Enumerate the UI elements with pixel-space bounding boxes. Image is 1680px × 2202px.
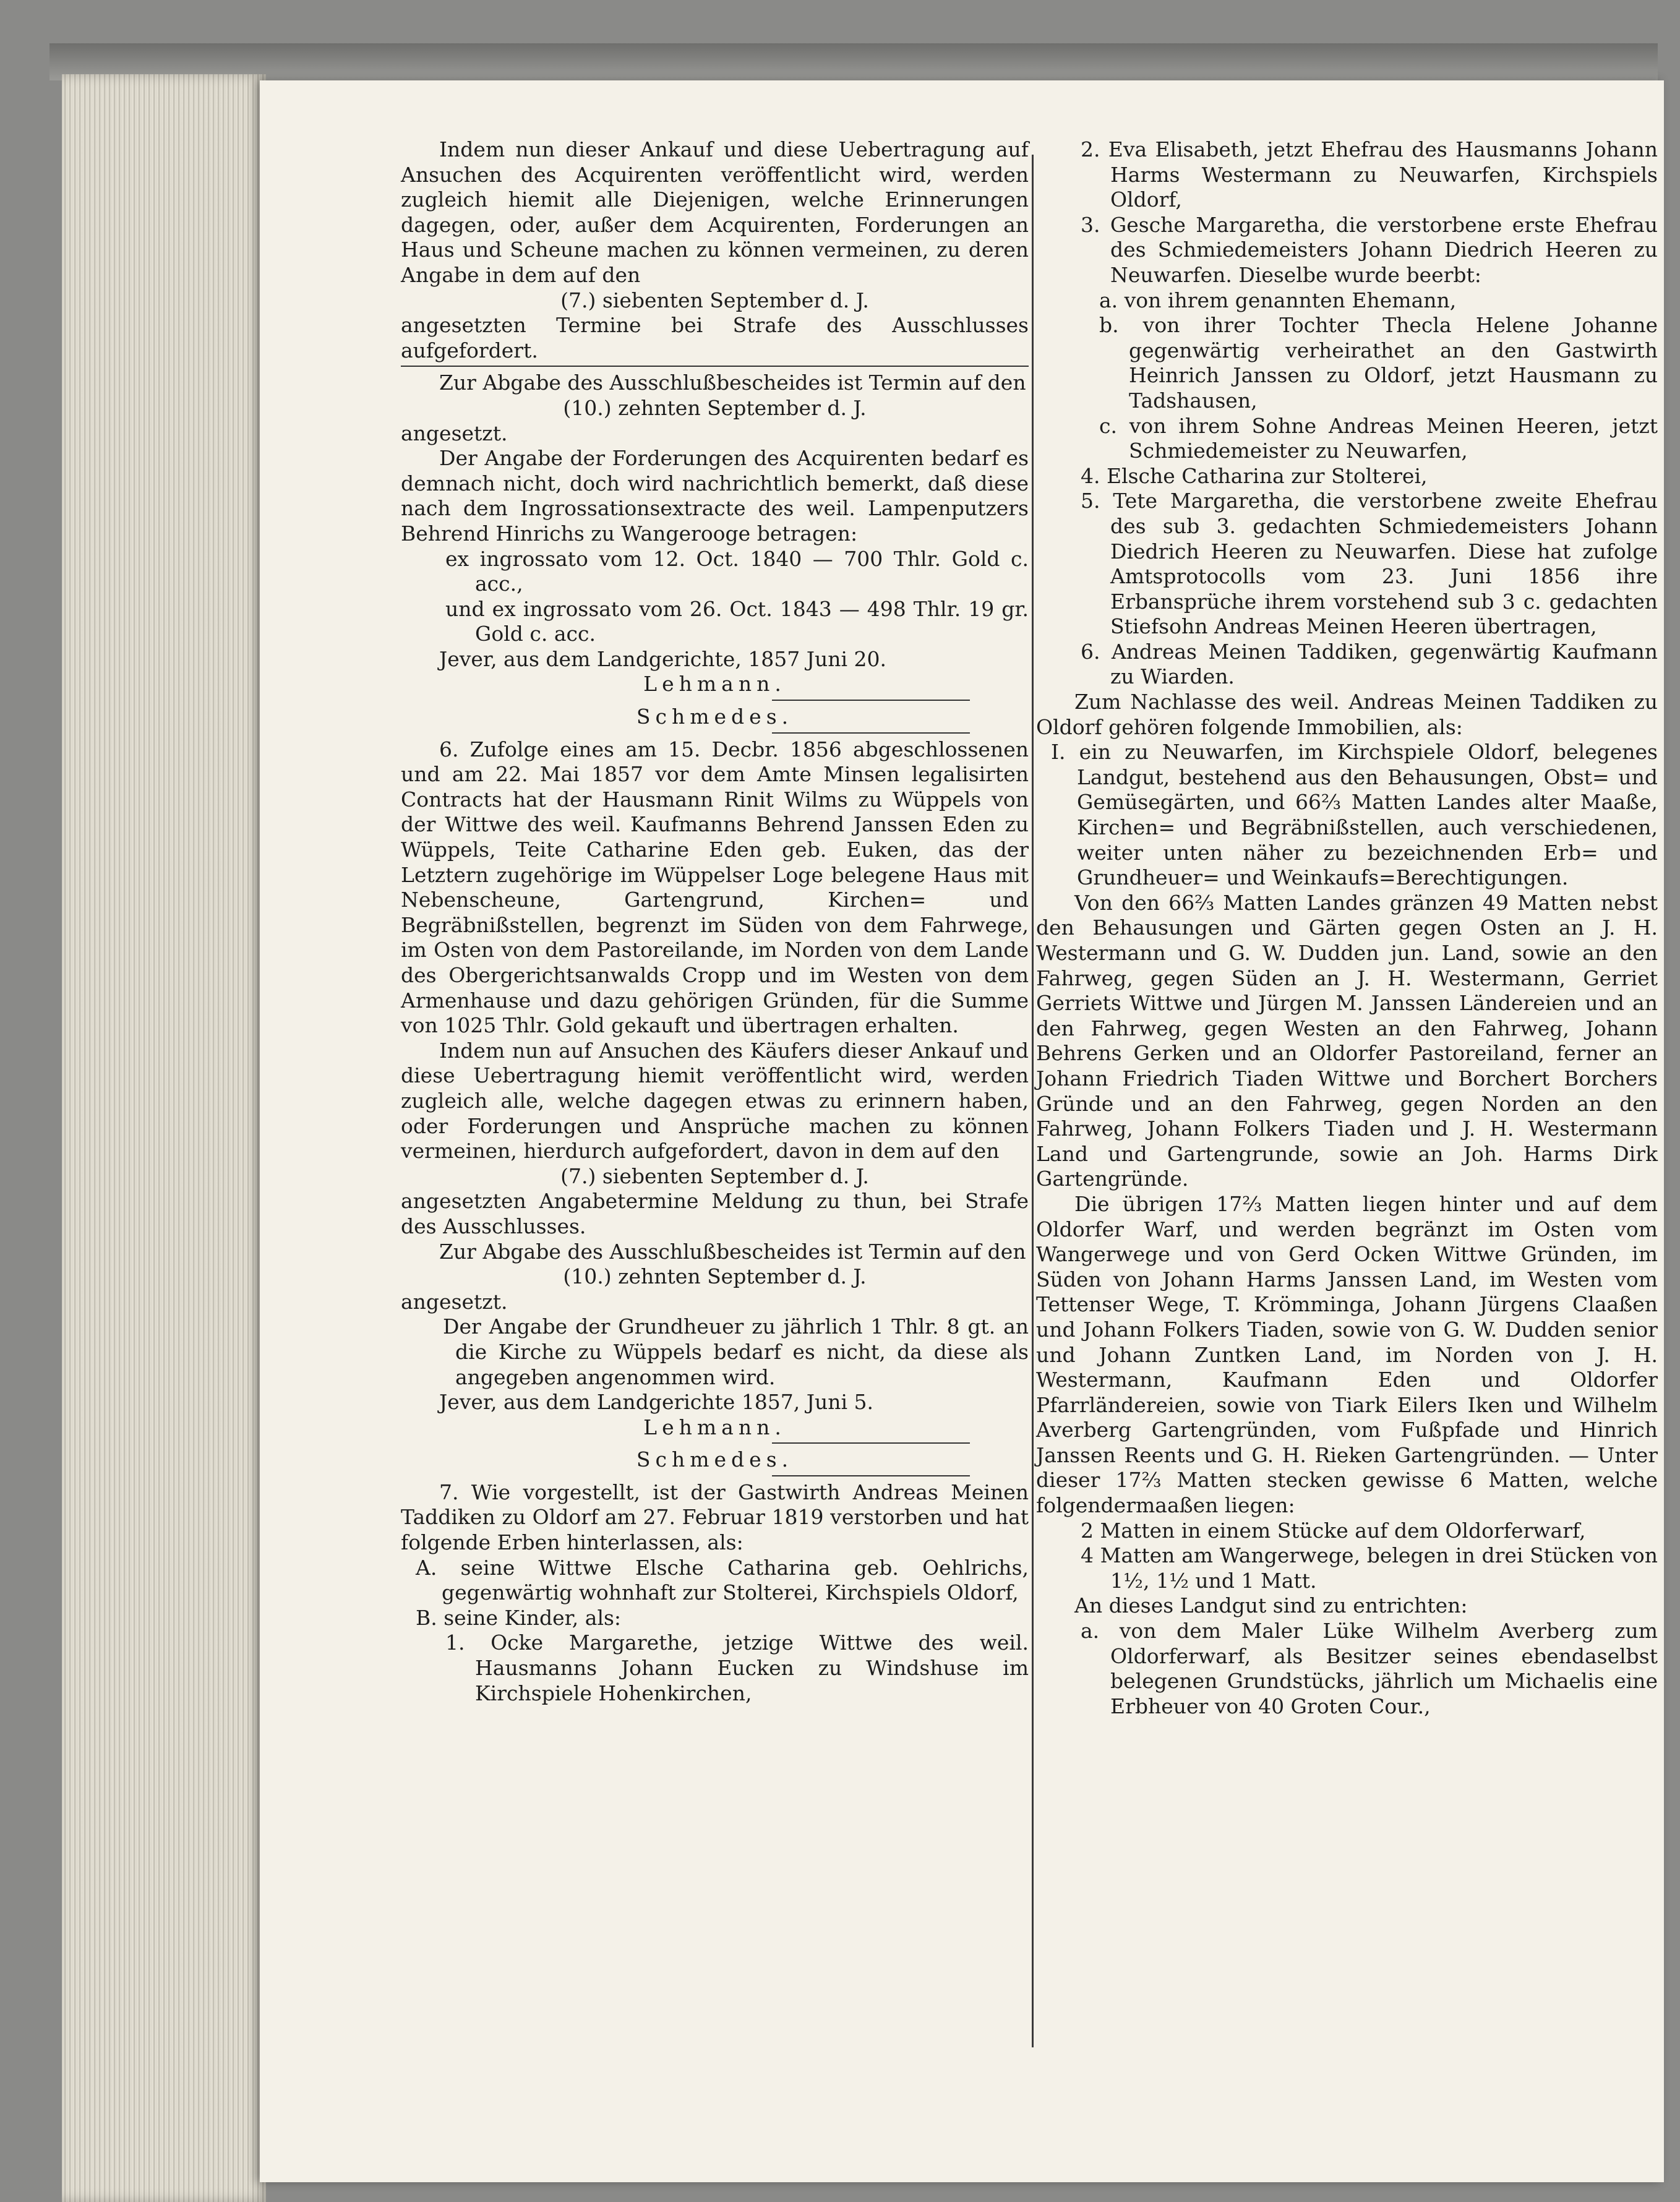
paragraph: angesetzten Termine bei Strafe des Ausschlusses aufgefordert. — [401, 313, 1029, 362]
paragraph: a. von dem Maler Lüke Wilhelm Averberg zum Oldorferwarf, als Besitzer seines ebendaselbst belegenen Grundstücks, jährlich um Michaelis eine Erbheuer von 40 Groten Cour., — [1081, 1619, 1658, 1718]
divider-rule — [772, 1442, 970, 1444]
paragraph: b. von ihrer Tochter Thecla Helene Johanne gegenwärtig verheirathet an den Gastwirth Heinrich Janssen zu Oldorf, jetzt Hausmann zu Tadshausen, — [1099, 313, 1658, 413]
paragraph: 4. Elsche Catharina zur Stolterei, — [1081, 463, 1428, 488]
paragraph: Schmedes. — [636, 1447, 794, 1472]
scanned-page — [260, 80, 1664, 2182]
paragraph: 2. Eva Elisabeth, jetzt Ehefrau des Hausmanns Johann Harms Westermann zu Neuwarfen, Kirchspiels Oldorf, — [1081, 137, 1658, 212]
paragraph: Von den 66⅔ Matten Landes gränzen 49 Matten nebst den Behausungen und Gärten gegen Osten an J. H. Westermann und G. W. Dudden jun. Land, sowie an den Fahrweg, gegen Süden an J. H. Westermann, Gerriet Gerriets Wittwe und Jürgen M. Janssen Ländereien und an den Fahrweg, gegen Westen an den Fahrweg, Johann Behrens Gerken und an Oldorfer Pastoreiland, ferner an Johann Friedrich Tiaden Wittwe und Borchert Borchers Gründe und an den Fahrweg, gegen Norden an den Fahrweg, Johann Folkers Tiaden und J. H. Westermann Land und Gartengrunde, sowie an Joh. Harms Dirk Gartengründe. — [1036, 890, 1658, 1191]
book-top-edge — [49, 43, 1658, 80]
book-page-edges — [62, 74, 266, 2202]
paragraph: Zur Abgabe des Ausschlußbescheides ist Termin auf den — [439, 1239, 1026, 1264]
paragraph: Jever, aus dem Landgerichte 1857, Juni 5. — [439, 1390, 874, 1415]
paragraph: 6. Zufolge eines am 15. Decbr. 1856 abgeschlossenen und am 22. Mai 1857 vor dem Amte Minsen legalisirten Contracts hat der Hausmann Rinit Wilms zu Wüppels von der Wittwe des weil. Kaufmanns Behrend Janssen Eden zu Wüppels, Teite Catharine Eden geb. Euken, das der Letztern zugehörige im Wüppelser Loge belegene Haus mit Nebenscheune, Gartengrund, Kirchen= und Begräbnißstellen, begrenzt im Süden von dem Fahrwege, im Osten von dem Pastoreilande, im Norden von dem Lande des Obergerichtsanwalds Cropp und im Westen von dem Armenhause und dazu gehörigen Gründen, für die Summe von 1025 Thlr. Gold gekauft und übertragen erhalten. — [401, 737, 1029, 1038]
paragraph: Zur Abgabe des Ausschlußbescheides ist Termin auf den — [439, 371, 1026, 395]
paragraph: a. von ihrem genannten Ehemann, — [1099, 288, 1457, 312]
paragraph: c. von ihrem Sohne Andreas Meinen Heeren, jetzt Schmiedemeister zu Neuwarfen, — [1099, 413, 1658, 463]
paragraph: 2 Matten in einem Stücke auf dem Oldorferwarf, — [1081, 1518, 1586, 1543]
paragraph: Lehmann. — [643, 672, 786, 696]
paragraph: Schmedes. — [636, 705, 794, 729]
paragraph: 3. Gesche Margaretha, die verstorbene erste Ehefrau des Schmiedemeisters Johann Diedrich Heeren zu Neuwarfen. Dieselbe wurde beerbt: — [1081, 212, 1658, 287]
paragraph: 1. Ocke Margarethe, jetzige Wittwe des weil. Hausmanns Johann Eucken zu Windshuse im Kirchspiele Hohenkirchen, — [445, 1630, 1029, 1705]
paragraph: (7.) siebenten September d. J. — [560, 1163, 869, 1188]
paragraph: Die übrigen 17⅔ Matten liegen hinter und auf dem Oldorfer Warf, und werden begränzt im Osten vom Wangerwege und von Gerd Ocken Wittwe Gründen, im Süden von Johann Harms Janssen Land, im Westen vom Tettenser Wege, T. Krömminga, Johann Jürgens Claaßen und Johann Folkers Tiaden, sowie von G. W. Dudden senior und Johann Zuntken Land, im Norden von J. H. Westermann, Kaufmann Eden und Oldorfer Pfarrländereien, sowie von Tiark Eilers Iken und Wilhelm Averberg Gartengründen, vom Fußpfade und Hinrich Janssen Reents und G. H. Rieken Gartengründen. — Unter dieser 17⅔ Matten stecken gewisse 6 Matten, welche folgendermaaßen liegen: — [1036, 1191, 1658, 1518]
paragraph: Der Angabe der Forderungen des Acquirenten bedarf es demnach nicht, doch wird nachrichtlich bemerkt, daß diese nach dem Ingrossationsextracte des weil. Lampenputzers Behrend Hinrichs zu Wangerooge betragen: — [401, 446, 1029, 546]
paragraph: Jever, aus dem Landgerichte, 1857 Juni 20. — [439, 646, 887, 671]
paragraph: (10.) zehnten September d. J. — [563, 395, 867, 420]
paragraph: 6. Andreas Meinen Taddiken, gegenwärtig Kaufmann zu Wiarden. — [1081, 639, 1658, 689]
paragraph: Indem nun auf Ansuchen des Käufers dieser Ankauf und diese Uebertragung hiemit veröffentlicht wird, werden zugleich alle, welche dagegen etwas zu erinnern haben, oder Forderungen und Ansprüche machen zu können vermeinen, hierdurch aufgefordert, davon in dem auf den — [401, 1038, 1029, 1163]
paragraph: 7. Wie vorgestellt, ist der Gastwirth Andreas Meinen Taddiken zu Oldorf am 27. Februar 1819 verstorben und hat folgende Erben hinterlassen, als: — [401, 1480, 1029, 1555]
paragraph: Lehmann. — [643, 1415, 786, 1439]
column-divider — [1032, 155, 1034, 2047]
paragraph: An dieses Landgut sind zu entrichten: — [1074, 1593, 1468, 1618]
paragraph: 5. Tete Margaretha, die verstorbene zweite Ehefrau des sub 3. gedachten Schmiedemeisters Johann Diedrich Heeren zu Neuwarfen. Diese hat zufolge Amtsprotocolls vom 23. Juni 1856 ihre Erbansprüche ihrem vorstehend sub 3 c. gedachten Stiefsohn Andreas Meinen Heeren übertragen, — [1081, 489, 1658, 639]
divider-rule — [772, 732, 970, 734]
paragraph: angesetzt. — [401, 421, 508, 445]
paragraph: Indem nun dieser Ankauf und diese Uebertragung auf Ansuchen des Acquirenten veröffentlicht wird, werden zugleich hiemit alle Diejenigen, welche Erinnerungen dagegen, oder, außer dem Acquirenten, Forderungen an Haus und Scheune machen zu können vermeinen, zu deren Angabe in dem auf den — [401, 137, 1029, 287]
divider-rule — [772, 700, 970, 701]
divider-rule — [772, 1475, 970, 1476]
paragraph: (10.) zehnten September d. J. — [563, 1264, 867, 1289]
left-column — [401, 137, 1029, 1706]
paragraph: ex ingrossato vom 12. Oct. 1840 — 700 Thlr. Gold c. acc., — [445, 546, 1029, 596]
paragraph: B. seine Kinder, als: — [416, 1605, 622, 1630]
paragraph: Der Angabe der Grundheuer zu jährlich 1 Thlr. 8 gt. an die Kirche zu Wüppels bedarf es nicht, da diese als angegeben angenommen wird. — [443, 1314, 1029, 1389]
divider-rule — [401, 366, 1029, 367]
paragraph: (7.) siebenten September d. J. — [560, 288, 869, 312]
paragraph: A. seine Wittwe Elsche Catharina geb. Oehlrichs, gegenwärtig wohnhaft zur Stolterei, Kirchspiels Oldorf, — [416, 1555, 1029, 1605]
paragraph: Zum Nachlasse des weil. Andreas Meinen Taddiken zu Oldorf gehören folgende Immobilien, als: — [1036, 690, 1658, 739]
paragraph: angesetzten Angabetermine Meldung zu thun, bei Strafe des Ausschlusses. — [401, 1189, 1029, 1238]
paragraph: angesetzt. — [401, 1289, 508, 1314]
right-column — [1036, 137, 1658, 1719]
paragraph: und ex ingrossato vom 26. Oct. 1843 — 498 Thlr. 19 gr. Gold c. acc. — [445, 596, 1029, 646]
paragraph: 4 Matten am Wangerwege, belegen in drei Stücken von 1½, 1½ und 1 Matt. — [1081, 1543, 1658, 1593]
paragraph: I. ein zu Neuwarfen, im Kirchspiele Oldorf, belegenes Landgut, bestehend aus den Behausungen, Obst= und Gemüsegärten, und 66⅔ Matten Landes alter Maaße, Kirchen= und Begräbnißstellen, auch verschiedenen, weiter unten näher zu bezeichnenden Erb= und Grundheuer= und Weinkaufs=Berechtigungen. — [1051, 740, 1658, 890]
